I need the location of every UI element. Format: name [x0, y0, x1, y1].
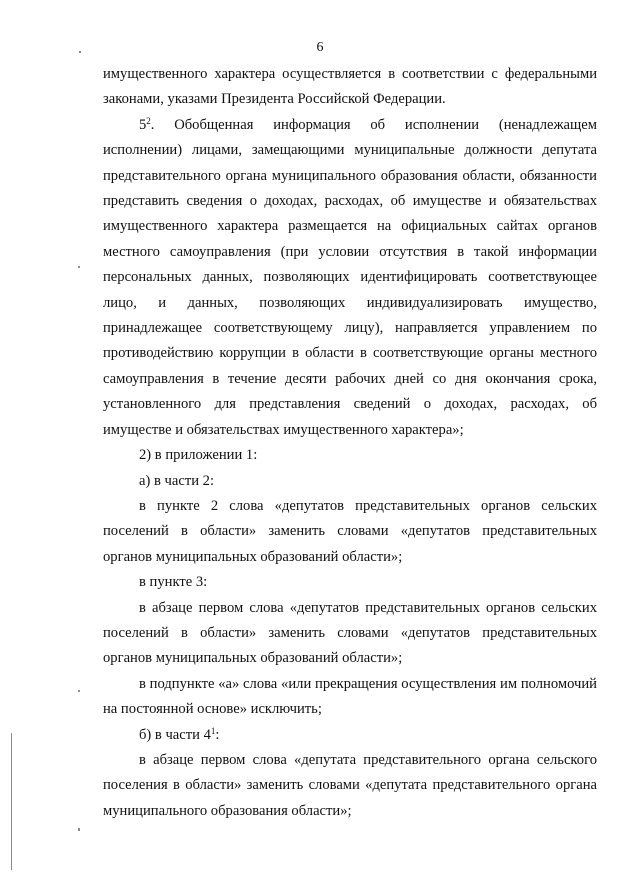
paragraph-abzac-1: в абзаце первом слова «депутатов представительных органов сельских поселений в области» заменить словами «депутатов представительных органов муниципальных образований области»;: [103, 599, 597, 667]
page-number: 6: [316, 40, 324, 55]
paragraph-point-2: в пункте 2 слова «депутатов представительных органов сельских поселений в области» заменить словами «депутатов представительных органов муниципальных образований области»;: [103, 497, 597, 565]
scan-dot-mark: [79, 51, 81, 53]
paragraph-subpoint-a: в подпункте «а» слова «или прекращения осуществления им полномочий на постоянной основе» исключить;: [103, 675, 597, 718]
paragraph-part-2: а) в части 2:: [139, 472, 215, 489]
scan-dot-mark: [78, 266, 80, 268]
paragraph-abzac-1-deputy: в абзаце первом слова «депутата представительного органа сельского поселения в области» заменить словами «депутата представительного органа муниципального образования области»;: [103, 751, 597, 819]
scan-dot-mark: [78, 690, 80, 692]
paragraph-5-2: $5^2$. Обобщенная информация об исполнении (ненадлежащем исполнении) лицами, замещающими муниципальные должности депутата представительного органа муниципального образования области, обязанности представить сведения о доходах, расходах, об имуществе и обязательствах имущественного характера размещается на официальных сайтах органов местного самоуправления (при условии отсутствия в такой информации персональных данных, позволяющих идентифицировать соответствующее лицо, и данных, позволяющих индивидуализировать имущество, принадлежащее соответствующему лицу), направляется управлением по противодействию коррупции в области в соответствующие органы местного самоуправления в течение десяти рабочих дней со дня окончания срока, установленного для представления сведений о доходах, расходах, об имуществе и обязательствах имущественного характера»;: [103, 115, 597, 438]
document-body: [103, 62, 597, 824]
paragraph-point-3: в пункте 3:: [139, 574, 208, 591]
scan-line-mark: [11, 733, 12, 870]
scan-dot-mark: [78, 828, 80, 831]
paragraph-appendix-1: 2) в приложении 1:: [139, 447, 258, 464]
paragraph-part-4-1: б) в части $4^1$:: [139, 725, 220, 743]
paragraph-1: имущественного характера осуществляется в соответствии с федеральными законами, указами Президента Российской Федерации.: [103, 66, 597, 108]
